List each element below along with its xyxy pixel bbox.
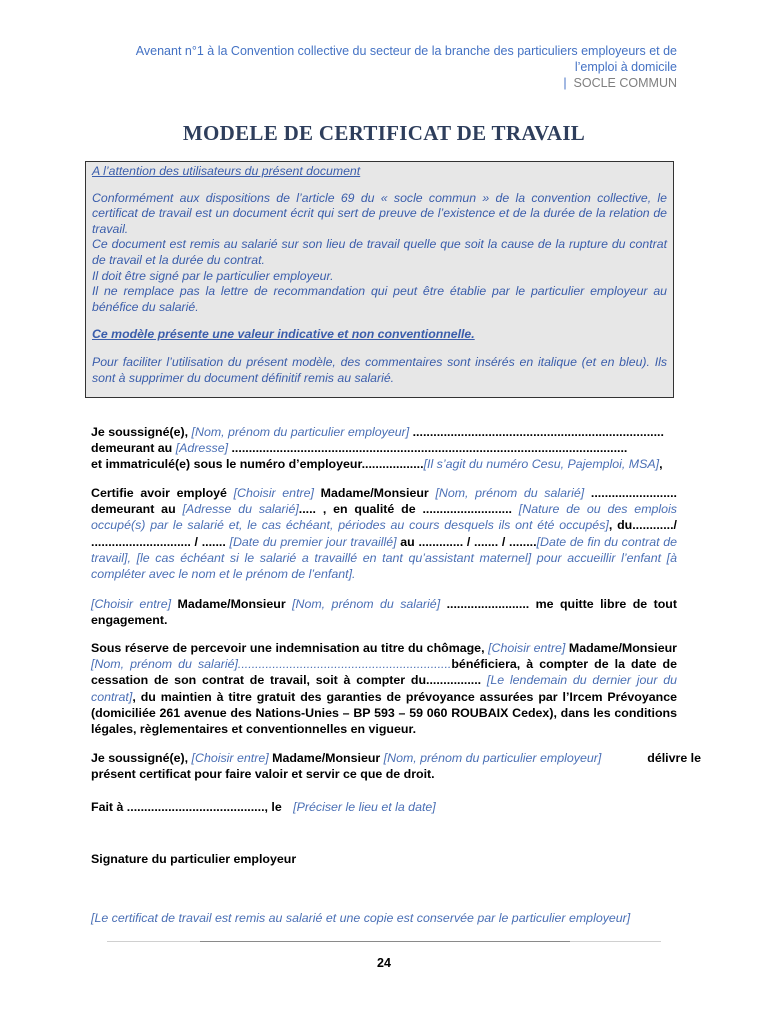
text-segment: Madame/Monsieur xyxy=(268,751,384,765)
placeholder-field: [Nom, prénom du particulier employeur] xyxy=(383,751,602,765)
text-segment: présent certificat pour faire valoir et servir ce que de droit. xyxy=(91,767,435,782)
header-line-1: Avenant n°1 à la Convention collective du secteur de la branche des particuliers employeurs et de xyxy=(135,44,677,58)
placeholder-field: [Choisir entre] xyxy=(488,641,566,655)
text-segment: ......................... xyxy=(584,486,677,500)
text-segment: délivre le xyxy=(647,751,701,765)
release-block xyxy=(91,596,677,628)
notice-warning: Ce modèle présente une valeur indicative et non conventionnelle. xyxy=(92,327,475,342)
notice-heading: A l’attention des utilisateurs du présent document xyxy=(92,164,361,178)
text-segment: ........................ me quitte libre de tout engagement. xyxy=(91,597,677,628)
notice-paragraph: Il ne remplace pas la lettre de recommandation qui peut être établie par le particulier employeur au bénéfice du salarié. xyxy=(92,284,667,314)
notice-paragraph: Conformément aux dispositions de l’article 69 du « socle commun » de la convention collective, le certificat de travail est un document écrit qui sert de preuve de l’existence et de la durée de la relation de travail. xyxy=(92,190,667,236)
header-section xyxy=(563,76,677,91)
text-segment: Je soussigné(e), xyxy=(91,425,192,439)
notice-paragraph: Pour faciliter l’utilisation du présent modèle, des commentaires sont insérés en italique (et en bleu). Ils sont à supprimer du document définitif remis au salarié. xyxy=(92,354,667,385)
text-segment: Madame/Monsieur xyxy=(313,486,436,500)
placeholder-field: [Nom, prénom du salarié].............................................................. xyxy=(91,657,452,672)
placeholder-field: [Nature de ou des emplois occupé(s) par le salarié et, le cas échéant, périodes au cours desquels ils ont été occupés] xyxy=(91,502,677,533)
notice-paragraph: Il doit être signé par le particulier employeur. xyxy=(92,268,334,283)
placeholder-field: [Choisir entre] xyxy=(233,486,314,500)
header-line-2: l’emploi à domicile xyxy=(574,60,677,74)
text-segment: bénéficiera, à compter de la date de cessation de son contrat de travail, soit à compter du................ xyxy=(91,657,678,688)
page-title: MODELE DE CERTIFICAT DE TRAVAIL xyxy=(182,121,586,145)
placeholder-field: [Adresse du salarié] xyxy=(182,502,299,517)
footer-divider-accent xyxy=(200,941,570,942)
placeholder-field: [Nom, prénom du salarié] xyxy=(435,486,585,500)
employer-identity-block xyxy=(91,424,677,473)
header-separator: | xyxy=(563,76,567,90)
text-segment: Je soussigné(e), xyxy=(91,751,192,765)
text-segment: ..... , en qualité de .......................... xyxy=(298,502,519,517)
signature-label: Signature du particulier employeur xyxy=(91,852,297,866)
placeholder-field: [Choisir entre] xyxy=(91,597,172,611)
notice-box xyxy=(85,161,674,398)
text-segment: et immatriculé(e) sous le numéro d’employeur.................. xyxy=(91,457,424,472)
page-number: 24 xyxy=(377,956,391,970)
placeholder-field: [Le lendemain du dernier jour du contrat] xyxy=(91,673,678,704)
text-segment: ......................................................................... xyxy=(409,425,664,439)
text-segment: , du............/ ............................. / ....... xyxy=(91,518,677,549)
placeholder-field: [Date du premier jour travaillé] xyxy=(229,534,397,549)
text-segment: demeurant au xyxy=(91,441,176,456)
attestation-block xyxy=(91,750,701,782)
text-segment: Fait à ........................................, le xyxy=(91,800,286,814)
place-date-line xyxy=(91,799,677,815)
text-segment: ................................................................................................................... xyxy=(228,441,628,456)
placeholder-field: [Nom, prénom du salarié] xyxy=(292,597,441,611)
text-segment: demeurant au xyxy=(91,502,183,517)
text-segment: Madame/Monsieur xyxy=(565,641,677,655)
text-segment: Sous réserve de percevoir une indemnisation au titre du chômage, xyxy=(91,641,489,655)
insurance-block xyxy=(91,640,677,737)
text-segment: Madame/Monsieur xyxy=(171,597,293,611)
notice-paragraph: Ce document est remis au salarié sur son lieu de travail quelle que soit la cause de la rupture du contrat de travail et la durée du contrat. xyxy=(92,237,667,267)
employment-certification-block xyxy=(91,485,677,582)
placeholder-field: [Il s’agit du numéro Cesu, Pajemploi, MSA] xyxy=(423,457,660,472)
closing-note: [Le certificat de travail est remis au salarié et une copie est conservée par le particulier employeur] xyxy=(91,911,631,925)
placeholder-field: [Date de fin du contrat de travail], [le cas échéant si le salarié a travaillé en tant qu’assistant maternel] pour accueillir l’enfant [à compléter avec le nom et le prénom de l’enfant]. xyxy=(91,534,678,582)
text-segment: au ............. / ....... / ........ xyxy=(396,534,537,549)
placeholder-field: [Adresse] xyxy=(175,441,229,456)
placeholder-field: [Nom, prénom du particulier employeur] xyxy=(191,425,410,439)
placeholder-field: [Choisir entre] xyxy=(191,751,269,765)
text-segment: , xyxy=(659,457,663,472)
header-section-label: SOCLE COMMUN xyxy=(573,76,677,90)
text-segment: Certifie avoir employé xyxy=(91,486,234,500)
placeholder-field: [Préciser le lieu et la date] xyxy=(293,800,436,814)
text-segment: , du maintien à titre gratuit des garanties de prévoyance assurées par l’Ircem Prévoyance (domiciliée 261 avenue des Nations-Unies – BP 593 – 59 060 ROUBAIX Cedex), dans les conditions légales, règlementaires et conventionnelles en vigueur. xyxy=(91,689,677,737)
